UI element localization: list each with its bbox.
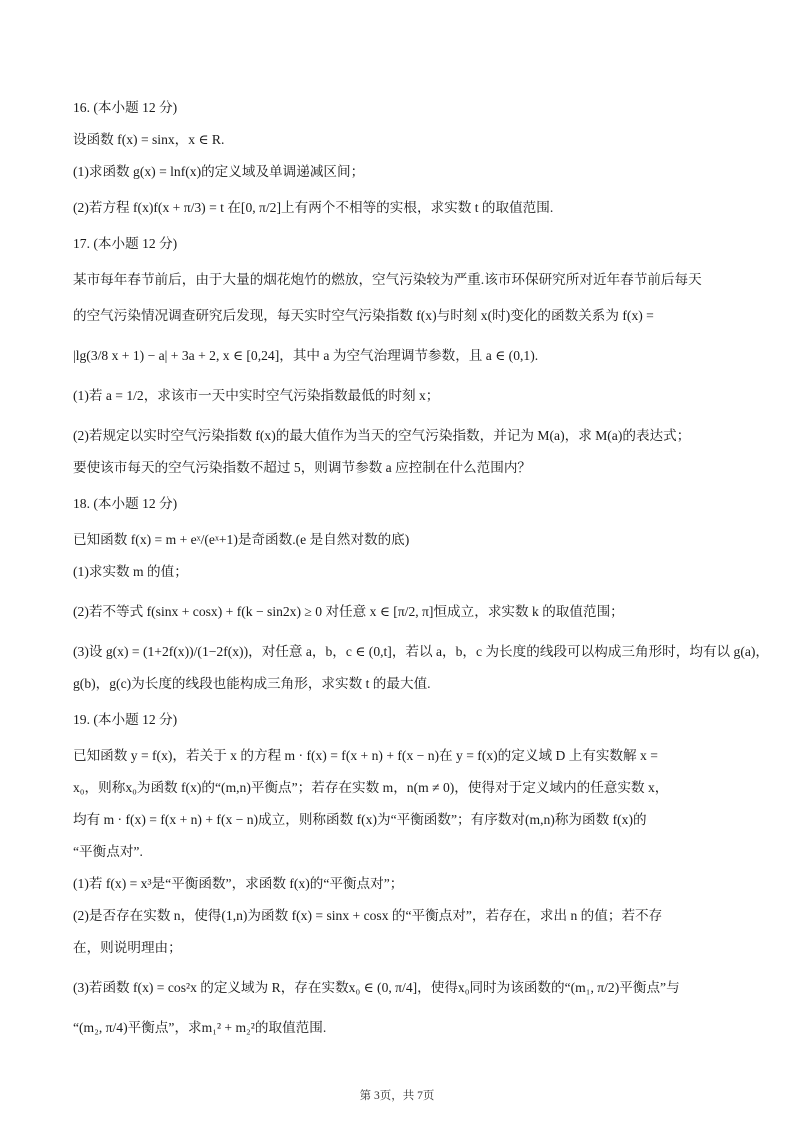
question-19-part-1: (1)若 f(x) = x³是“平衡函数”，求函数 f(x)的“平衡点对”； (73, 876, 404, 891)
page-number-footer: 第 3页，共 7页 (359, 1090, 435, 1102)
question-17-stem-line-1: 某市每年春节前后，由于大量的烟花炮竹的燃放，空气污染较为严重.该市环保研究所对近年春节前后每天 (73, 272, 702, 287)
question-16-header: 16. (本小题 12 分) (73, 100, 178, 115)
question-18-header: 18. (本小题 12 分) (73, 496, 178, 511)
question-19-part-3: (3)若函数 f(x) = cos²x 的定义域为 R，存在实数x₀ ∈ (0, π/4]，使得x₀同时为该函数的“(m₁, π/2)平衡点”与 (73, 980, 680, 995)
question-18-part-2: (2)若不等式 f(sinx + cosx) + f(k − sin2x) ≥ 0 对任意 x ∈ [π/2, π]恒成立，求实数 k 的取值范围； (73, 604, 624, 619)
question-17-header: 17. (本小题 12 分) (73, 236, 178, 251)
question-18-stem: 已知函数 f(x) = m + eˣ/(eˣ+1)是奇函数.(e 是自然对数的底) (73, 532, 410, 547)
question-19-part-2: (2)是否存在实数 n，使得(1,n)为函数 f(x) = sinx + cosx 的“平衡点对”，若存在，求出 n 的值；若不存 (73, 908, 663, 923)
question-19-part-2-cont: 在，则说明理由； (73, 940, 182, 955)
question-17-stem-line-2: 的空气污染情况调查研究后发现，每天实时空气污染指数 f(x)与时刻 x(时)变化的函数关系为 f(x) = (73, 308, 654, 323)
question-19-stem-line-3: 均有 m · f(x) = f(x + n) + f(x − n)成立，则称函数 f(x)为“平衡函数”；有序数对(m,n)称为函数 f(x)的 (73, 812, 647, 827)
question-19-stem-line-1: 已知函数 y = f(x)，若关于 x 的方程 m · f(x) = f(x + n) + f(x − n)在 y = f(x)的定义域 D 上有实数解 x = (73, 748, 658, 763)
question-19-header: 19. (本小题 12 分) (73, 712, 178, 727)
question-19-part-3-cont: “(m₂, π/4)平衡点”，求m₁² + m₂²的取值范围. (73, 1020, 327, 1035)
question-19-stem-line-4: “平衡点对”. (73, 844, 143, 859)
question-19-stem-line-2: x₀，则称x₀为函数 f(x)的“(m,n)平衡点”；若存在实数 m，n(m ≠ 0)，使得对于定义域内的任意实数 x， (73, 780, 669, 795)
question-17-part-2-cont: 要使该市每天的空气污染指数不超过 5，则调节参数 a 应控制在什么范围内？ (73, 460, 532, 475)
question-18-part-3: (3)设 g(x) = (1+2f(x))/(1−2f(x))，对任意 a，b，c ∈ (0,t]，若以 a，b，c 为长度的线段可以构成三角形时，均有以 g(a)， (73, 644, 770, 659)
page-content (73, 98, 770, 1038)
question-16-stem: 设函数 f(x) = sinx，x ∈ R. (73, 132, 225, 147)
question-17-part-2: (2)若规定以实时空气污染指数 f(x)的最大值作为当天的空气污染指数，并记为 M(a)，求 M(a)的表达式； (73, 428, 691, 443)
question-16-part-2: (2)若方程 f(x)f(x + π/3) = t 在[0, π/2]上有两个不相等的实根，求实数 t 的取值范围. (73, 200, 554, 215)
question-17-stem-line-3: |lg(3/8 x + 1) − a| + 3a + 2, x ∈ [0,24]，其中 a 为空气治理调节参数，且 a ∈ (0,1). (73, 348, 539, 363)
question-18-part-1: (1)求实数 m 的值； (73, 564, 188, 579)
question-17-part-1: (1)若 a = 1/2，求该市一天中实时空气污染指数最低的时刻 x； (73, 388, 440, 403)
question-16-part-1: (1)求函数 g(x) = lnf(x)的定义域及单调递减区间； (73, 164, 365, 179)
question-18-part-3-cont: g(b)，g(c)为长度的线段也能构成三角形，求实数 t 的最大值. (73, 676, 431, 691)
